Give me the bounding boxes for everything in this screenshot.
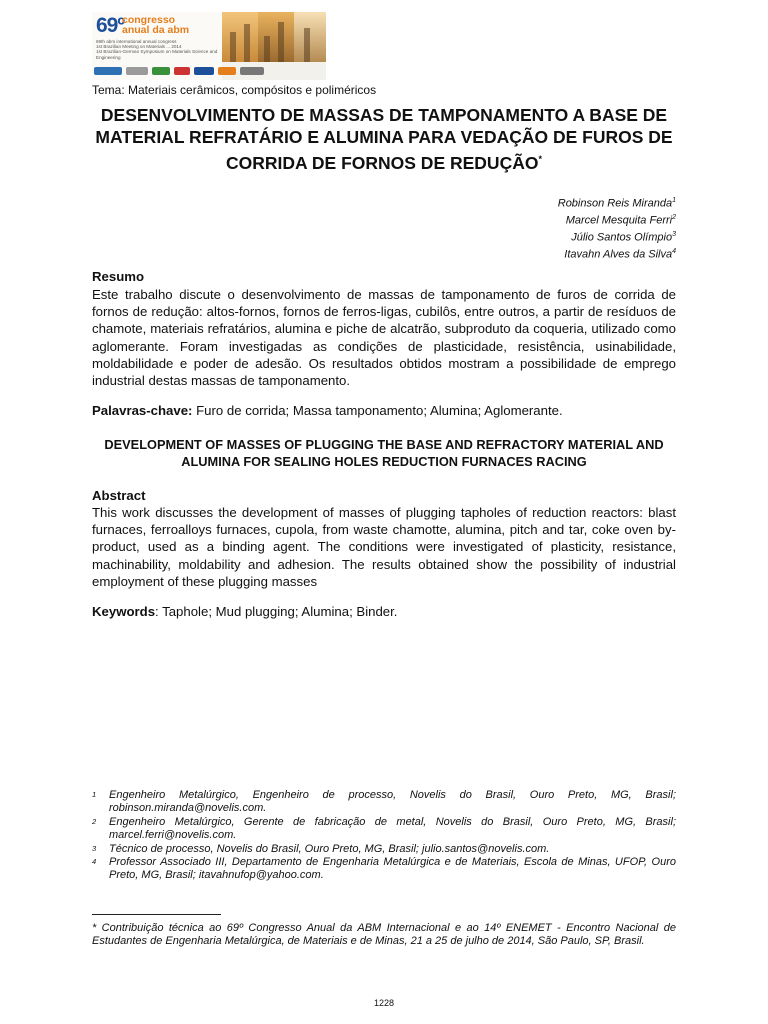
banner-sponsor-logos [94, 64, 322, 78]
english-title: DEVELOPMENT OF MASSES OF PLUGGING THE BASE AND REFRACTORY MATERIAL AND ALUMINA FOR SEALING HOLES REDUCTION FURNACES RACING [104, 437, 664, 469]
keywords-en [92, 604, 397, 619]
abstract-heading: Abstract [92, 488, 146, 503]
banner-photo-3 [294, 12, 326, 62]
keywords-pt-label: Palavras-chave: [92, 403, 193, 418]
keywords-pt [92, 403, 563, 418]
banner-sub3: 1st Brazilian-German Symposium on Materials Science and Engineering [96, 49, 218, 60]
topic-line: Tema: Materiais cerâmicos, compósitos e poliméricos [92, 83, 377, 97]
banner-number: 69º [96, 14, 125, 37]
author: Júlio Santos Olímpio$^3$ [571, 230, 676, 244]
keywords-en-label: Keywords [92, 604, 156, 619]
footnote-divider [92, 914, 221, 915]
author-list [558, 194, 676, 261]
keywords-en-text: : Taphole; Mud plugging; Alumina; Binder. [155, 604, 398, 619]
banner-line2: anual da abm [122, 24, 190, 36]
resumo-text: Este trabalho discute o desenvolvimento de massas de tamponamento de furos de corrida de fornos de redução: altos-fornos, fornos de ferros-ligas, cubilôs, entre outros, a partir de resíduos de chamote, materiais refratários, alumina e piche de alcatrão, subproduto da coqueria, utilizado como aglomerante. Foram investigadas as condições de plasticidade, resistência, usinabilidade, moldabilidade e poder de adesão. Os resultados obtidos mostram a possibilidade de emprego industrial destas massas de tamponamento. [92, 287, 676, 389]
page-number: 1228 [373, 998, 395, 1008]
paper-title [92, 104, 676, 174]
banner-sub1: 69th abm international annual congress [96, 39, 177, 44]
banner-photo-1 [222, 12, 258, 62]
footnote: 1 Engenheiro Metalúrgico, Engenheiro de processo, Novelis do Brasil, Ouro Preto, MG, Brasil; robinson.miranda@novelis.com. [92, 789, 676, 815]
footnote: 3 Técnico de processo, Novelis do Brasil, Ouro Preto, MG, Brasil; julio.santos@novelis.com. [92, 842, 550, 855]
abstract-text: This work discusses the development of masses of plugging tapholes of reduction reactors: blast furnaces, ferroalloys furnaces, cupola, from waste chamotte, alumina, pitch and tar, coke oven by-product, used as a binding agent. The conditions were investigated of plasticity, resistance, machinability, moldability and adhesion. The results obtained show the possibility of industrial employment of these plugging masses [92, 505, 676, 589]
banner-line1: congresso [122, 14, 176, 26]
author: Itavahn Alves da Silva$^4$ [564, 247, 676, 261]
author: Robinson Reis Miranda$^1$ [557, 197, 676, 210]
author-footnotes [92, 789, 676, 883]
footnote: 2 Engenheiro Metalúrgico, Gerente de fabricação de metal, Novelis do Brasil, Ouro Preto, MG, Brasil; marcel.ferri@novelis.com. [92, 815, 676, 842]
banner-title [122, 15, 222, 35]
banner-sub2: 1st Brazilian Meeting on Materials ... 2014 [96, 44, 182, 50]
conference-banner [92, 12, 326, 80]
title-footnote-mark: * [538, 154, 542, 164]
keywords-pt-text: Furo de corrida; Massa tamponamento; Alumina; Aglomerante. [192, 403, 563, 418]
author: Marcel Mesquita Ferri$^2$ [565, 213, 676, 227]
resumo-heading: Resumo [92, 269, 145, 284]
banner-subtitle [96, 39, 220, 60]
banner-photo-2 [258, 12, 294, 62]
contribution-note: * Contribuição técnica ao 69º Congresso Anual da ABM Internacional e ao 14º ENEMET - Encontro Nacional de Estudantes de Engenharia Metalúrgica, de Materiais e de Minas, 21 a 25 de julho de 2014, São Paulo, SP, Brasil. [92, 922, 676, 948]
paper-title-text: DESENVOLVIMENTO DE MASSAS DE TAMPONAMENTO A BASE DE MATERIAL REFRATÁRIO E ALUMINA PARA VEDAÇÃO DE FUROS DE CORRIDA DE FORNOS DE REDUÇÃO [95, 105, 673, 173]
footnote: 4 Professor Associado III, Departamento de Engenharia Metalúrgica e de Materiais, Escola de Minas, UFOP, Ouro Preto, MG, Brasil; itavahnufop@yahoo.com. [92, 856, 676, 882]
